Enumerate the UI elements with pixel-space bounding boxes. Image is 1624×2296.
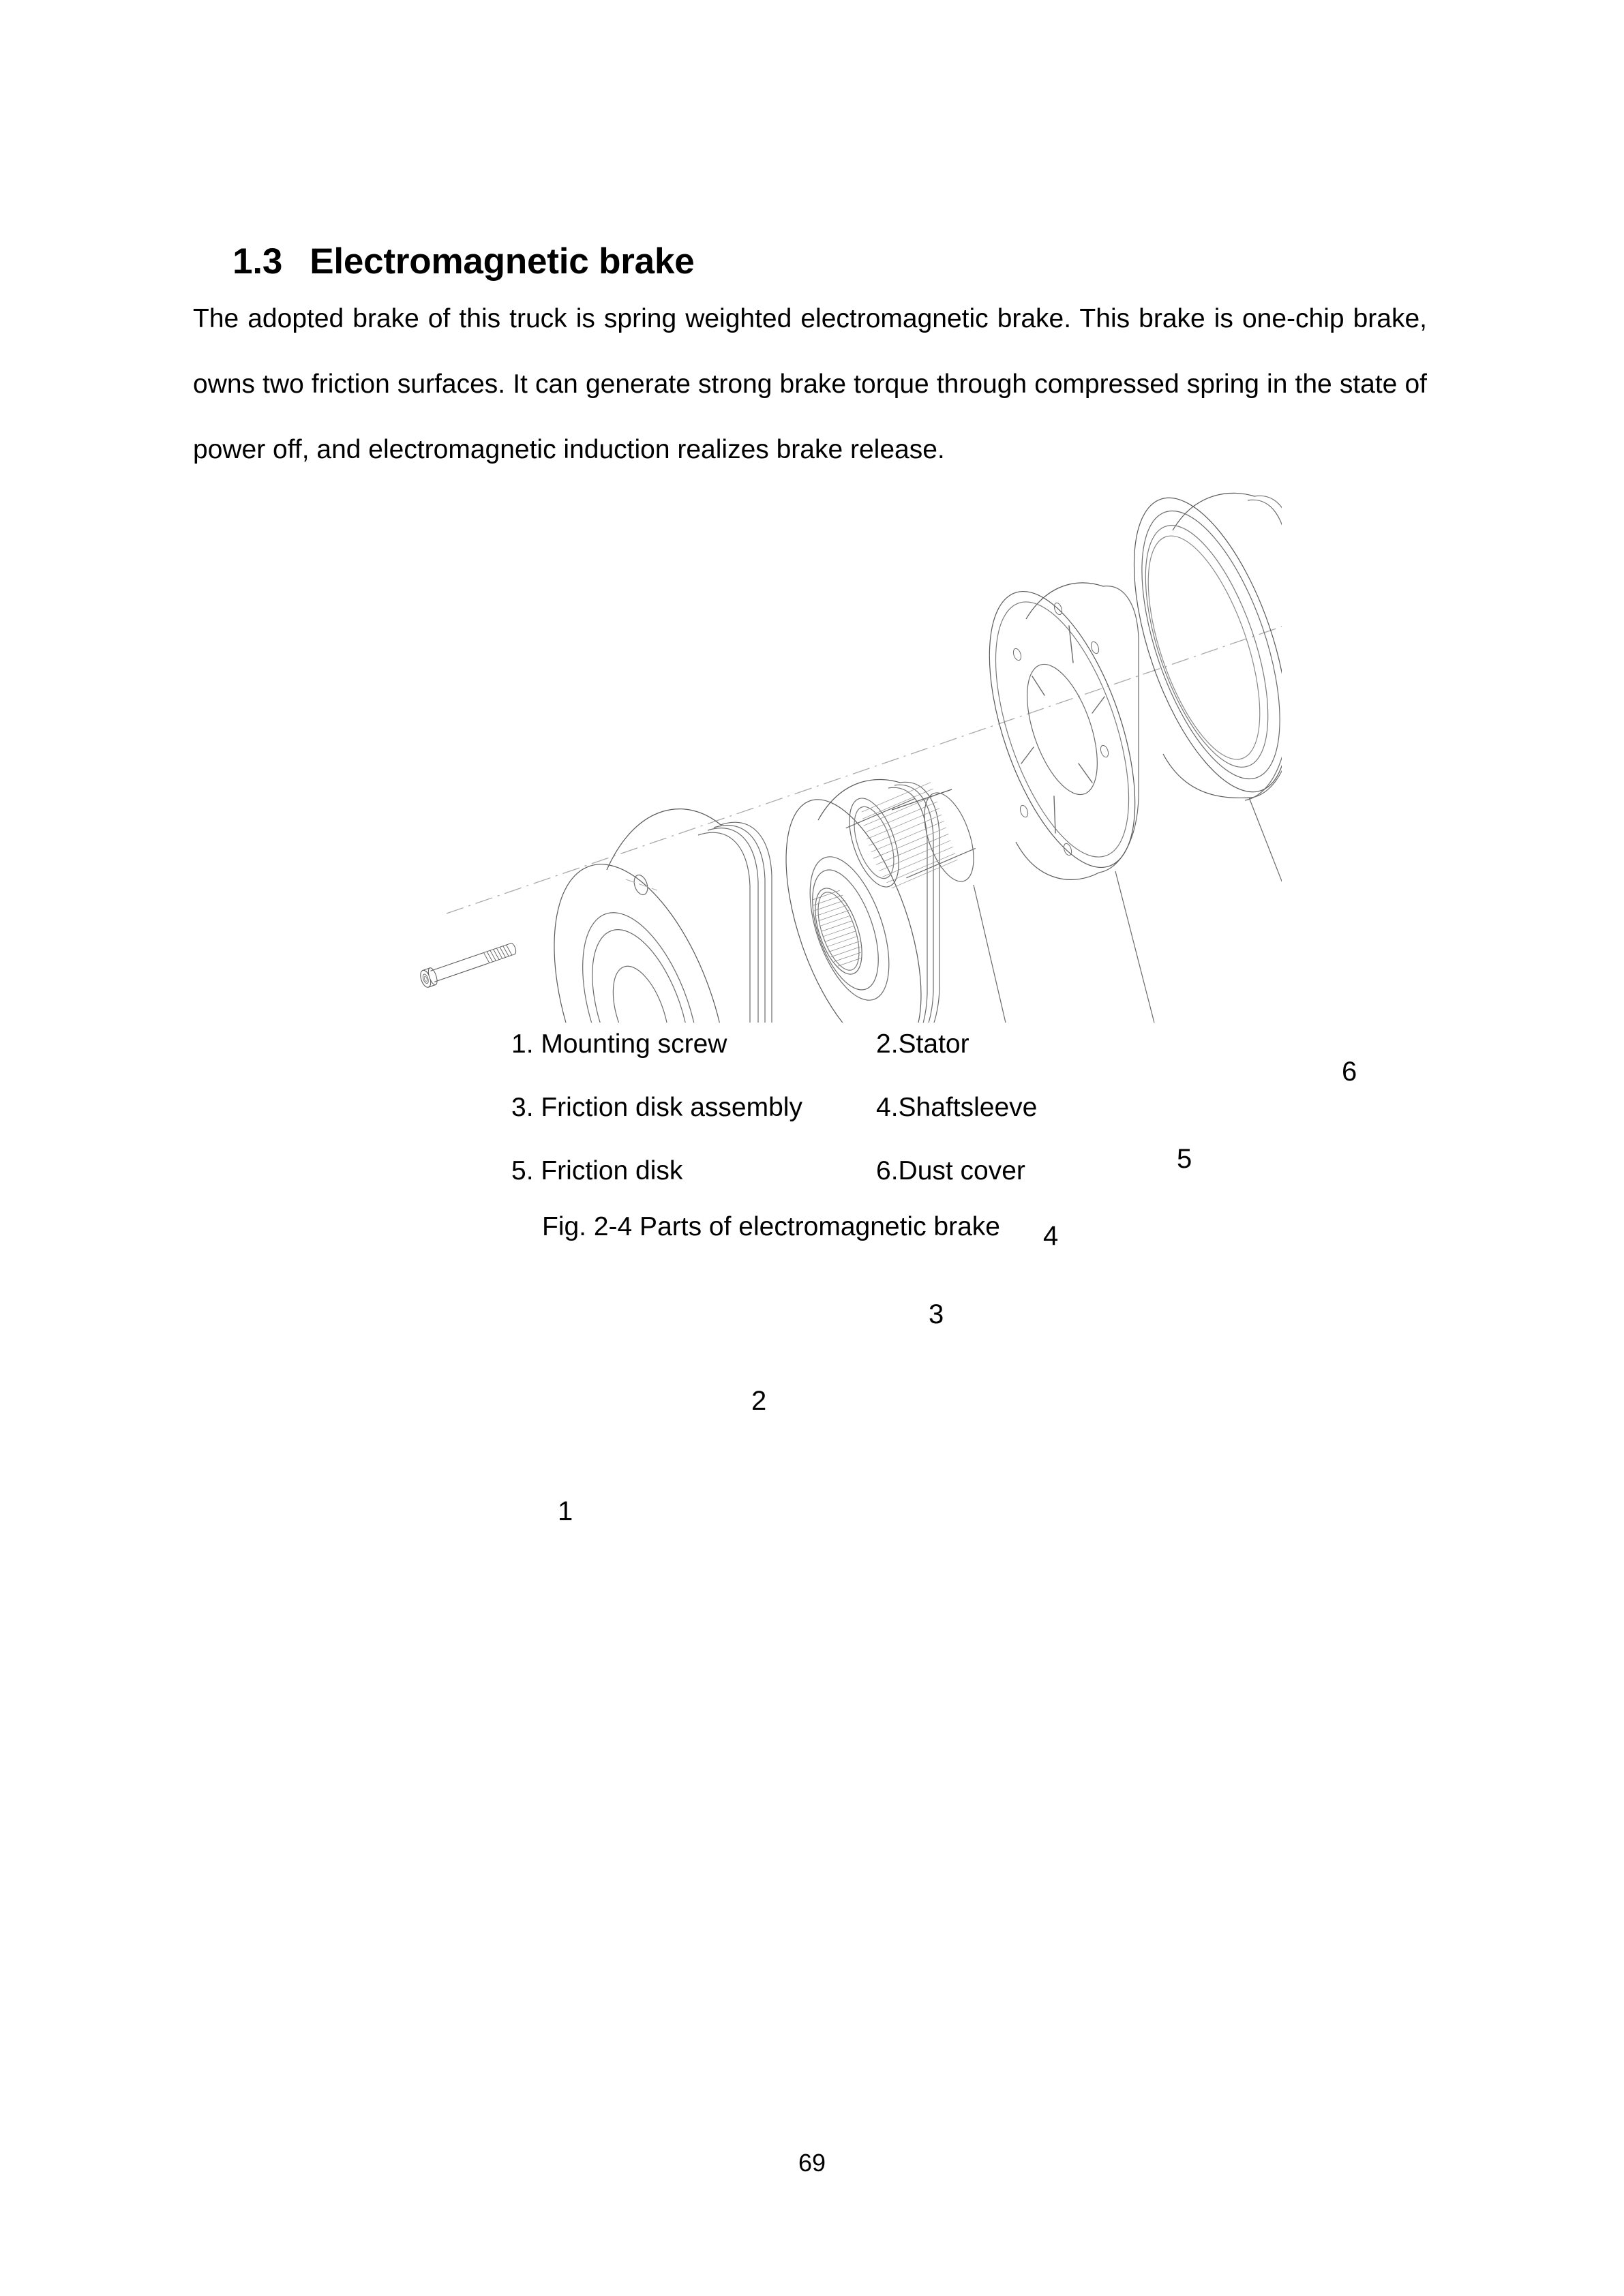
legend-item-2: 2.Stator bbox=[876, 1029, 969, 1059]
shaft-sleeve-part bbox=[839, 783, 983, 893]
dust-cover-part bbox=[1102, 479, 1282, 811]
body-paragraph: The adopted brake of this truck is spring weighted electromagnetic brake. This brake is one-chip brake, owns two friction surfaces. It can generate strong brake torque through compressed spring in the state of power off, and electromagnetic induction realizes brake release. bbox=[193, 304, 1427, 464]
callout-number-2: 2 bbox=[751, 1386, 767, 1416]
friction-disk-part bbox=[960, 574, 1165, 886]
stator-part bbox=[520, 809, 772, 1023]
figure-legend bbox=[511, 1029, 1125, 1220]
callout-number-3: 3 bbox=[929, 1299, 944, 1329]
page-number: 69 bbox=[798, 2149, 826, 2177]
friction-disk-assembly-part bbox=[759, 779, 949, 1023]
section-title: Electromagnetic brake bbox=[310, 241, 695, 282]
legend-item-3: 3. Friction disk assembly bbox=[511, 1093, 802, 1122]
mounting-screws bbox=[419, 939, 545, 1023]
legend-item-1: 1. Mounting screw bbox=[511, 1029, 727, 1059]
legend-item-6: 6.Dust cover bbox=[876, 1156, 1025, 1185]
legend-row bbox=[511, 1029, 1125, 1093]
callout-number-4: 4 bbox=[1043, 1221, 1059, 1251]
legend-item-5: 5. Friction disk bbox=[511, 1156, 683, 1185]
legend-row bbox=[511, 1093, 1125, 1156]
callout-number-6: 6 bbox=[1342, 1057, 1357, 1087]
legend-item-4: 4.Shaftsleeve bbox=[876, 1093, 1038, 1122]
figure-caption: Fig. 2-4 Parts of electromagnetic brake bbox=[542, 1212, 1000, 1241]
legend-row bbox=[511, 1156, 1125, 1220]
callout-number-1: 1 bbox=[558, 1496, 573, 1526]
callout-number-5: 5 bbox=[1177, 1144, 1192, 1174]
section-number: 1.3 bbox=[232, 241, 283, 282]
